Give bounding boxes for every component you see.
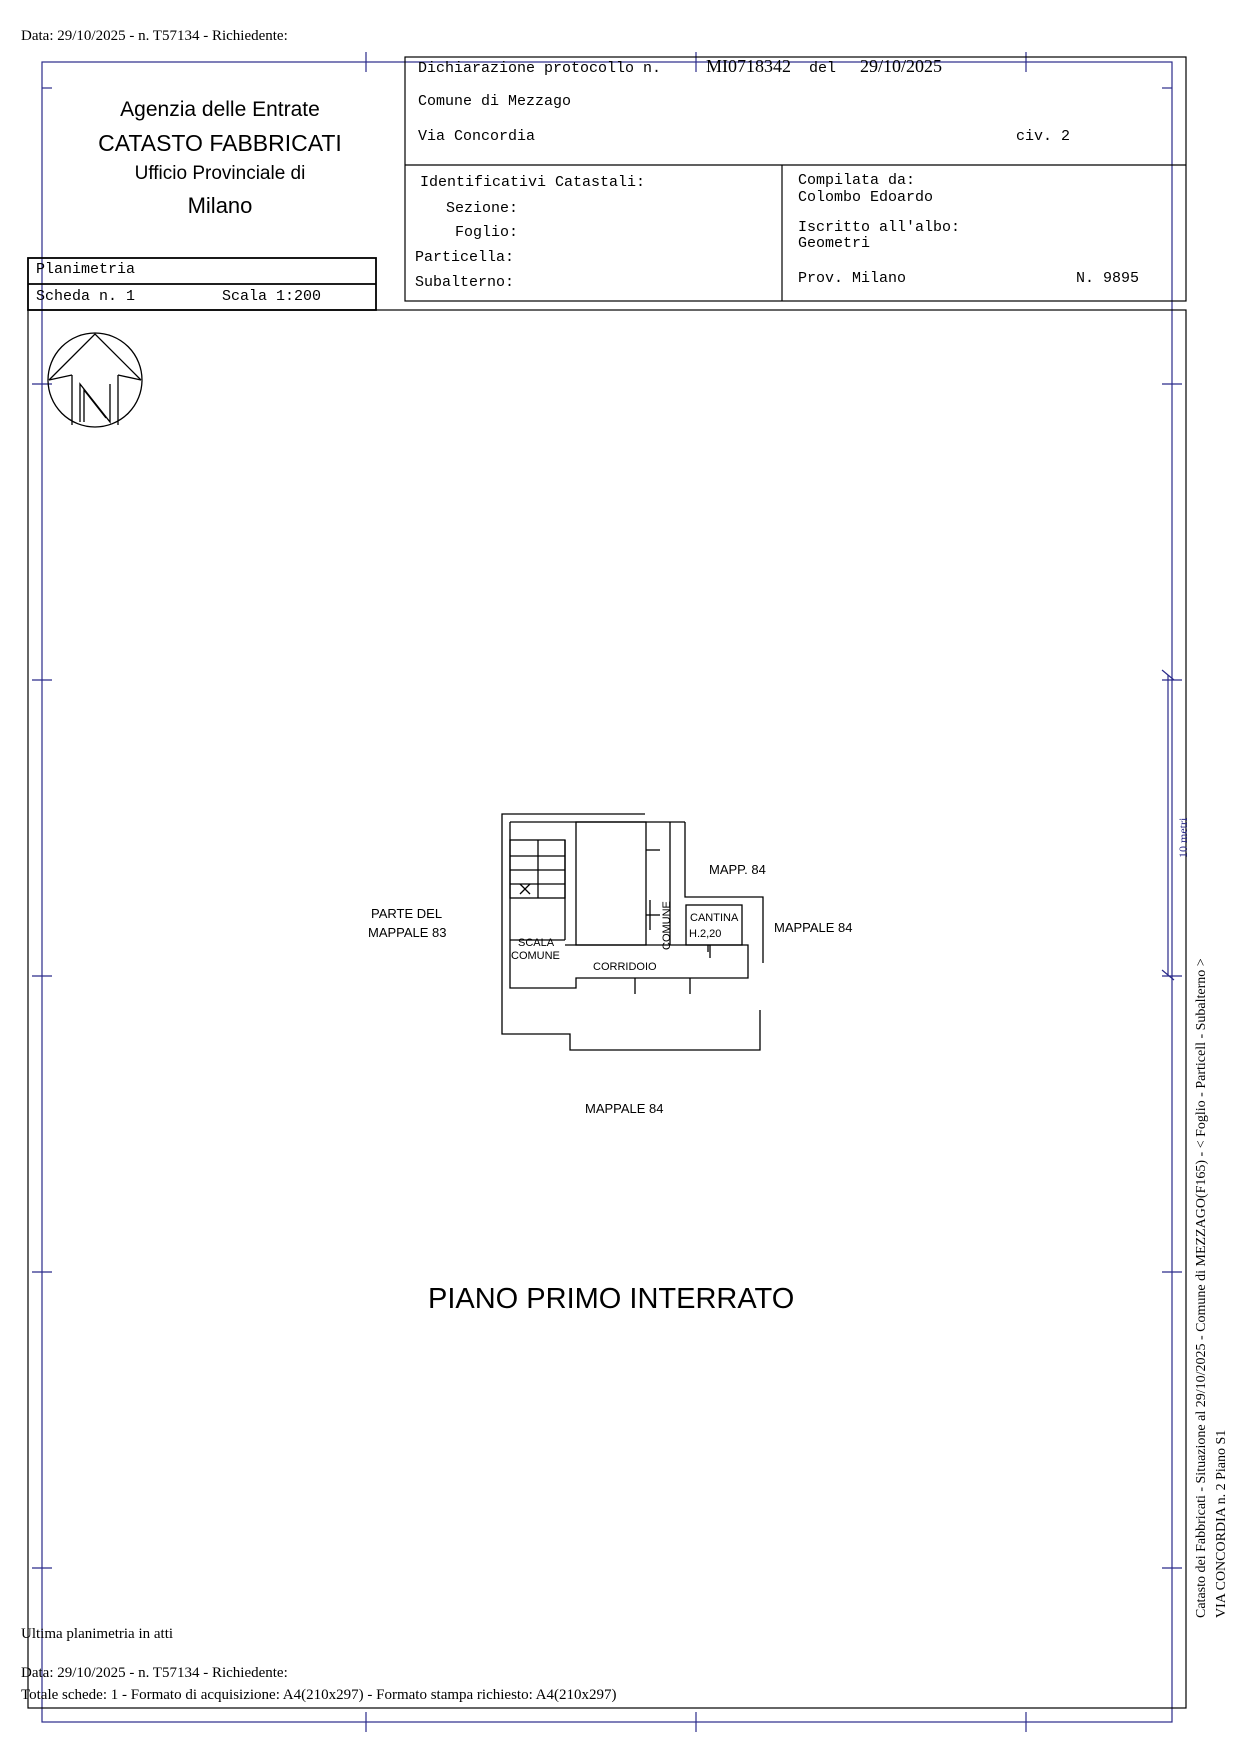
top-request-line: Data: 29/10/2025 - n. T57134 - Richiedente: <box>21 28 288 44</box>
compilata-label: Compilata da: <box>798 172 916 189</box>
planimetria-label: Planimetria <box>36 261 136 278</box>
particella-label: Particella: <box>415 249 515 266</box>
civico-label: civ. 2 <box>1016 128 1071 145</box>
label-mappale83: MAPPALE 83 <box>368 925 447 940</box>
label-scala: SCALA <box>518 937 555 949</box>
label-cantina: CANTINA <box>690 912 739 924</box>
ufficio-label: Ufficio Provinciale di <box>134 163 306 184</box>
label-comune-corridor: COMUNE <box>661 901 673 950</box>
side-situation-text: Catasto dei Fabbricati - Situazione al 29/10/2025 - Comune di MEZZAGO(F165) - < Foglio - Particell - Subalterno > <box>1194 958 1209 1618</box>
footer-ultima: Ultima planimetria in atti <box>21 1626 174 1642</box>
compilatore-name: Colombo Edoardo <box>798 189 934 206</box>
catasto-title: CATASTO FABBRICATI <box>98 130 342 156</box>
label-parte-del: PARTE DEL <box>371 906 443 921</box>
footer-totale: Totale schede: 1 - Formato di acquisizione: A4(210x297) - Formato stampa richiesto: A4(210x297) <box>21 1687 617 1703</box>
del-label: del <box>809 60 837 77</box>
iscritto-label: Iscritto all'albo: <box>798 219 961 236</box>
compass-letter <box>88 418 89 419</box>
scale-bar-label: 10 metri <box>1176 817 1190 858</box>
albo-value: Geometri <box>798 235 871 252</box>
numero-albo: N. 9895 <box>1076 270 1140 287</box>
protocol-number: MI0718342 <box>706 56 791 76</box>
floor-plan <box>502 814 763 1050</box>
foglio-label: Foglio: <box>455 224 519 241</box>
compass-icon <box>48 333 142 427</box>
dichiarazione-date: 29/10/2025 <box>860 56 943 76</box>
provincia-albo: Prov. Milano <box>798 270 907 287</box>
label-cantina-height: H.2,20 <box>689 928 722 940</box>
scala-label: Scala 1:200 <box>222 288 322 305</box>
via-label: Via Concordia <box>418 128 536 145</box>
subalterno-label: Subalterno: <box>415 274 515 291</box>
label-mappale84-right: MAPPALE 84 <box>774 920 853 935</box>
side-address-text: VIA CONCORDIA n. 2 Piano S1 <box>1214 1429 1229 1618</box>
comune-label: Comune di Mezzago <box>418 93 572 110</box>
dichiarazione-prefix: Dichiarazione protocollo n. <box>418 60 662 77</box>
piano-title: PIANO PRIMO INTERRATO <box>428 1283 795 1315</box>
footer-data: Data: 29/10/2025 - n. T57134 - Richiedente: <box>21 1665 288 1681</box>
label-corridoio: CORRIDOIO <box>593 961 657 973</box>
scheda-label: Scheda n. 1 <box>36 288 136 305</box>
label-scala-comune: COMUNE <box>511 950 560 962</box>
identificativi-title: Identificativi Catastali: <box>420 174 646 191</box>
label-mappale84-bottom: MAPPALE 84 <box>585 1101 664 1116</box>
sezione-label: Sezione: <box>446 200 519 217</box>
agency-title: Agenzia delle Entrate <box>120 98 320 121</box>
provincia-name: Milano <box>187 193 253 218</box>
label-mapp84-top: MAPP. 84 <box>709 862 766 877</box>
